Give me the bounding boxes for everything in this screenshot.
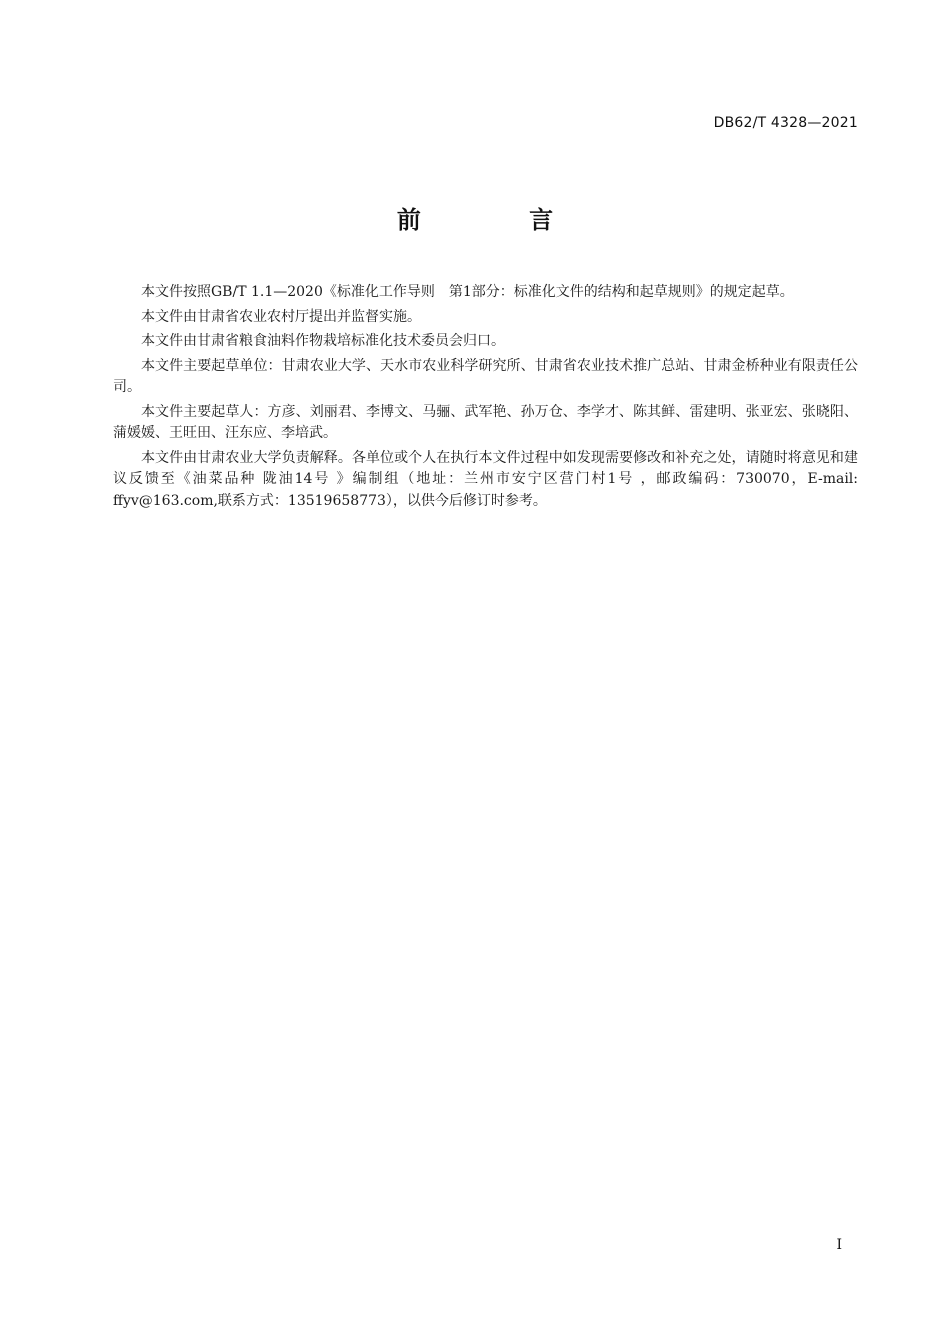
paragraph-drafting-units: 本文件主要起草单位：甘肃农业大学、天水市农业科学研究所、甘肃省农业技术推广总站、甘肃金桥种业有限责任公司。 [113, 357, 858, 395]
standard-code: DB62/T 4328—2021 [713, 115, 858, 131]
paragraph-drafters: 本文件主要起草人：方彦、刘丽君、李博文、马骊、武军艳、孙万仓、李学才、陈其鲜、雷建明、张亚宏、张晓阳、蒲媛媛、王旺田、汪东应、李培武。 [113, 403, 858, 441]
paragraph-drafting-rules: 本文件按照GB/T 1.1—2020《标准化工作导则 第1部分：标准化文件的结构和起草规则》的规定起草。 [141, 284, 794, 300]
page-title: 前 言 [396, 206, 604, 234]
paragraph-proposer: 本文件由甘肃省农业农村厅提出并监督实施。 [141, 308, 421, 325]
paragraph-interpretation: 本文件由甘肃农业大学负责解释。各单位或个人在执行本文件过程中如发现需要修改和补充之处，请随时将意见和建议反馈至《油菜品种 陇油14号 》编制组（地址：兰州市安宁区营门村1号 ，邮政编码：730070，E-mail: ffyv@163.com,联系方式：13519658773），以供今后修订时参考。 [113, 449, 858, 509]
page-number: I [836, 1237, 842, 1253]
foreword-body [113, 282, 858, 515]
paragraph-committee: 本文件由甘肃省粮食油料作物栽培标准化技术委员会归口。 [141, 333, 505, 349]
